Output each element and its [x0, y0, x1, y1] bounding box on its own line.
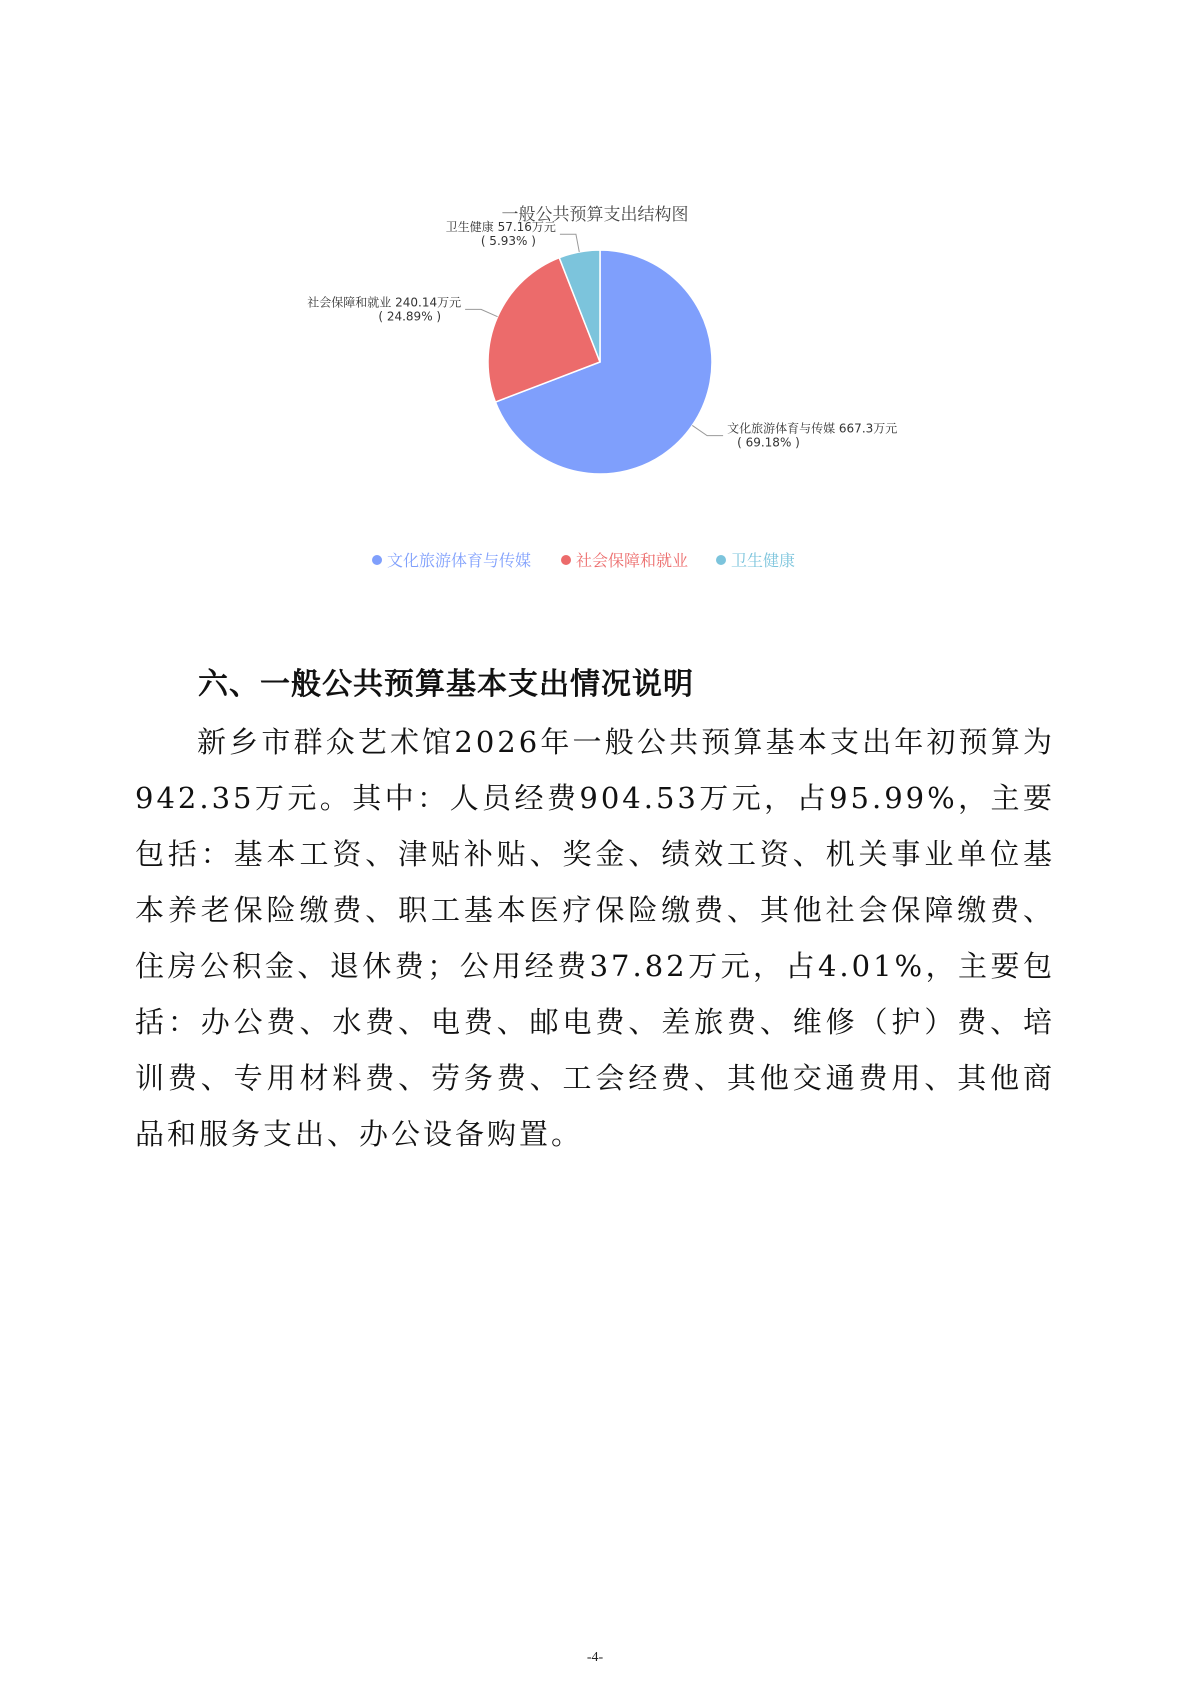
pie-slice-percent: ( 24.89% ) — [378, 309, 442, 324]
legend-marker — [372, 555, 382, 565]
legend-label: 社会保障和就业 — [576, 551, 689, 570]
legend-label: 卫生健康 — [731, 551, 796, 570]
legend-item — [716, 551, 795, 570]
chart-title: 一般公共预算支出结构图 — [501, 205, 689, 225]
pie-label-leader — [465, 309, 497, 316]
pie-label-leader — [692, 425, 723, 435]
section-heading: 六、一般公共预算基本支出情况说明 — [198, 667, 694, 702]
legend-item — [561, 551, 688, 570]
legend-item — [372, 551, 531, 570]
pie-slice-label: 社会保障和就业 240.14万元 — [307, 295, 462, 310]
basic-expenditure-section — [135, 660, 1055, 1162]
pie-chart — [0, 180, 1190, 600]
legend-marker — [561, 555, 571, 565]
pie-slice-label: 卫生健康 57.16万元 — [445, 220, 556, 235]
page-number: -4- — [586, 1650, 604, 1665]
pie-label-leader — [560, 234, 579, 252]
legend-label: 文化旅游体育与传媒 — [387, 551, 532, 570]
pie-slice-label: 文化旅游体育与传媒 667.3万元 — [727, 421, 898, 436]
pie-chart-svg — [0, 180, 1190, 600]
pie-slice-percent: ( 5.93% ) — [480, 234, 536, 249]
legend-marker — [716, 555, 726, 565]
pie-slice-percent: ( 69.18% ) — [737, 435, 800, 450]
section-paragraph: 新乡市群众艺术馆2026年一般公共预算基本支出年初预算为942.35万元。其中：人员经费904.53万元，占95.99%，主要包括：基本工资、津贴补贴、奖金、绩效工资、机关事业单位基本养老保险缴费、职工基本医疗保险缴费、其他社会保障缴费、住房公积金、退休费；公用经费37.82万元，占4.01%，主要包括：办公费、水费、电费、邮电费、差旅费、维修（护）费、培训费、专用材料费、劳务费、工会经费、其他交通费用、其他商品和服务支出、办公设备购置。 — [135, 725, 1055, 1151]
